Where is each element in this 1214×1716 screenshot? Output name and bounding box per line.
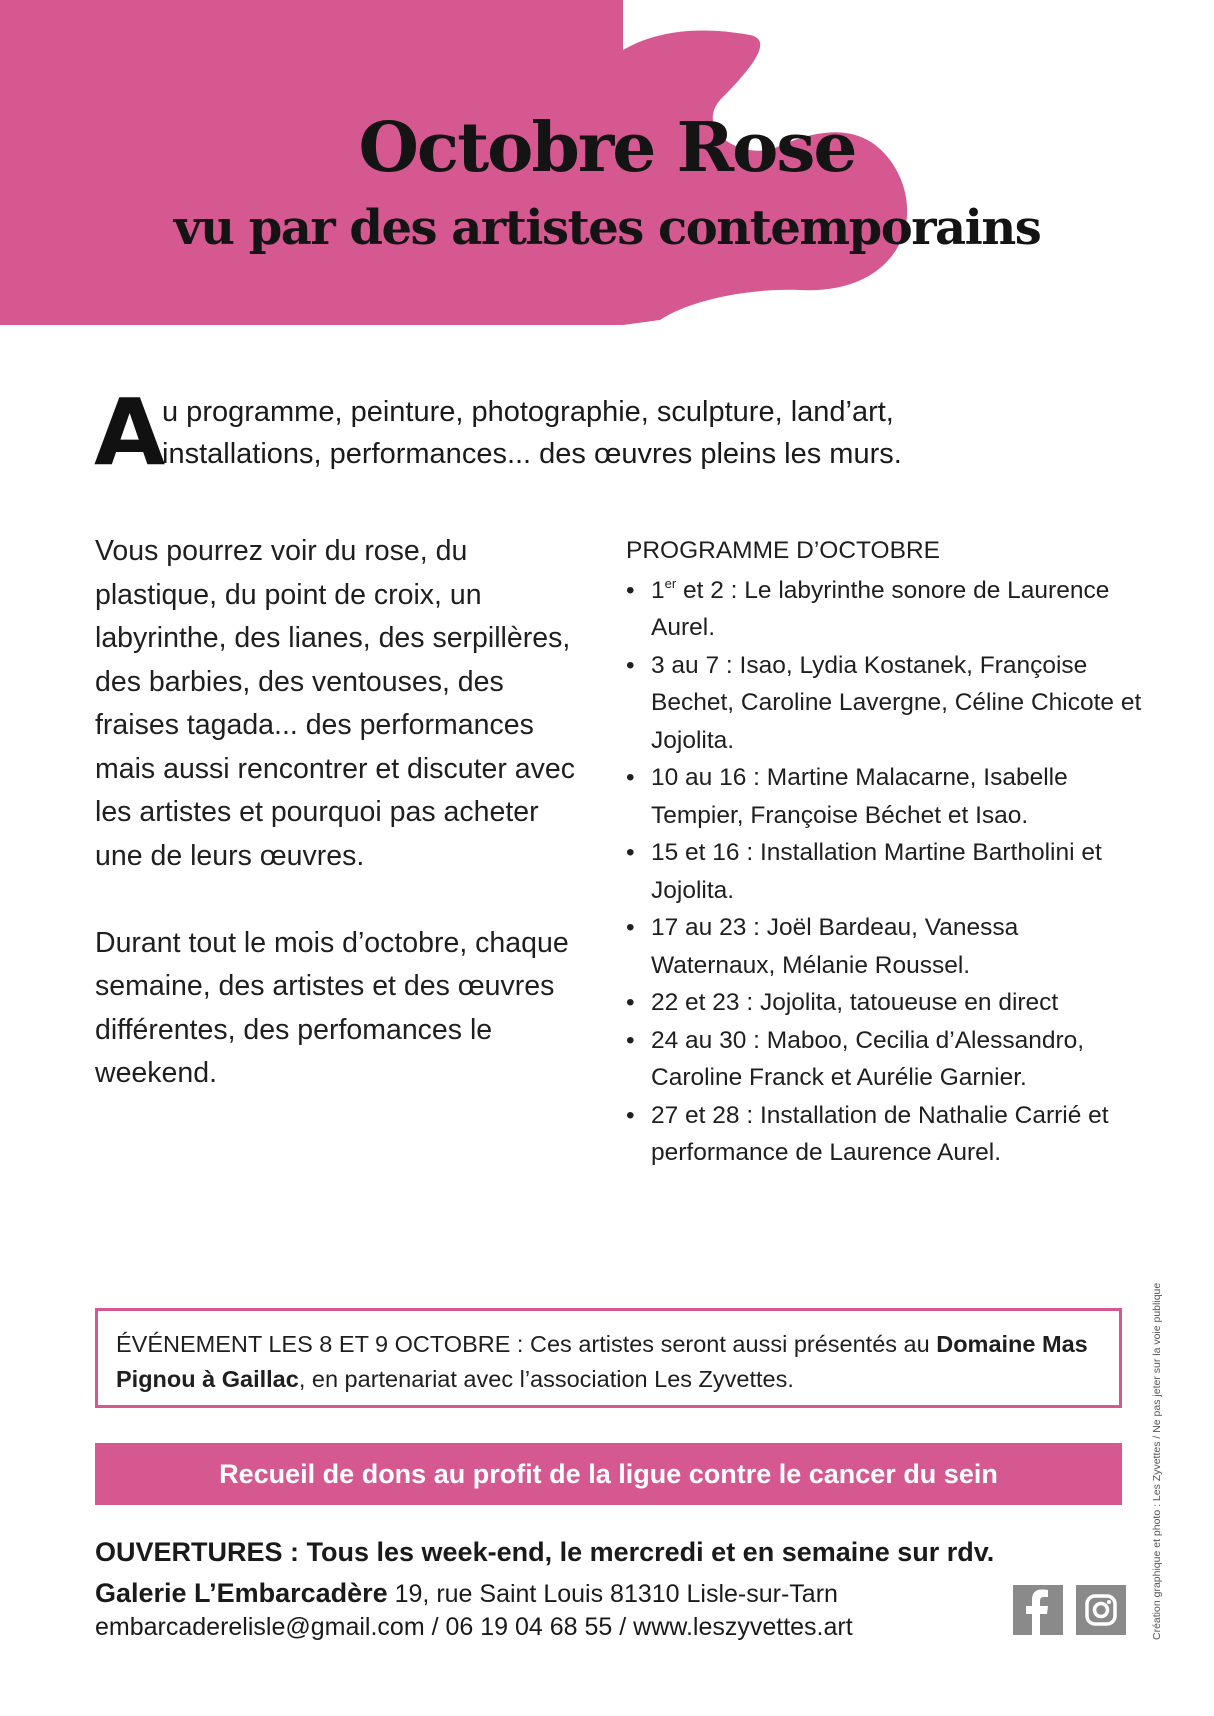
programme-item: • 10 au 16 : Martine Malacarne, Isabelle Tempier, Françoise Béchet et Isao. [626,759,1146,834]
programme-item: • 27 et 28 : Installation de Nathalie Carrié et performance de Laurence Aurel. [626,1097,1146,1172]
programme-list [626,572,1146,1172]
programme-item: • 15 et 16 : Installation Martine Bartholini et Jojolita. [626,834,1146,909]
intro-line-2: installations, performances... des œuvres pleins les murs. [162,438,902,470]
intro-dropcap: A [94,379,166,486]
programme-item: • 3 au 7 : Isao, Lydia Kostanek, Françoise Bechet, Caroline Lavergne, Céline Chicote et Jojolita. [626,647,1146,760]
page-title: Octobre Rose [358,108,856,188]
programme-item: • 22 et 23 : Jojolita, tatoueuse en direct [626,984,1146,1022]
intro-line-1: u programme, peinture, photographie, sculpture, land’art, [162,396,894,428]
programme [626,532,1146,1172]
page-subtitle: vu par des artistes contemporains [173,200,1041,256]
description-paragraph-2: Durant tout le mois d’octobre, chaque semaine, des artistes et des œuvres différentes, des perfomances le weekend. [95,926,569,1089]
programme-item: • 17 au 23 : Joël Bardeau, Vanessa Waternaux, Mélanie Roussel. [626,909,1146,984]
intro [94,379,1114,490]
event-label: ÉVÉNEMENT LES 8 ET 9 OCTOBRE [116,1331,511,1357]
programme-title: PROGRAMME D’OCTOBRE [626,537,940,564]
gallery-name: Galerie L’Embarcadère [95,1578,388,1608]
programme-item: • 1er et 2 : Le labyrinthe sonore de Laurence Aurel. [626,572,1146,647]
description [95,530,575,1096]
contact-info[interactable]: embarcaderelisle@gmail.com / 06 19 04 68 55 / www.leszyvettes.art [95,1613,853,1641]
credit-text: Création graphique et photo : Les Zyvettes / Ne pas jeter sur la voie publique [1151,1282,1163,1640]
facebook-icon[interactable] [1013,1585,1063,1635]
gallery-address: Galerie L’Embarcadère 19, rue Saint Louis 81310 Lisle-sur-Tarn [95,1578,838,1608]
event-venue: Domaine Mas Pignou à Gaillac [116,1331,1088,1392]
instagram-icon[interactable] [1076,1585,1126,1635]
donation-banner: Recueil de dons au profit de la ligue contre le cancer du sein [95,1443,1122,1505]
opening-hours: OUVERTURES : Tous les week-end, le mercredi et en semaine sur rdv. [95,1537,995,1567]
description-paragraph-1: Vous pourrez voir du rose, du plastique, du point de croix, un labyrinthe, des lianes, des serpillères, des barbies, des ventouses, des fraises tagada... des performances mais aussi rencontrer et discuter avec les artistes et pourquoi pas acheter une de leurs œuvres. [95,535,575,872]
event-box: ÉVÉNEMENT LES 8 ET 9 OCTOBRE : Ces artistes seront aussi présentés au Domaine Mas Pignou à Gaillac, en partenariat avec l’association Les Zyvettes. [95,1308,1122,1408]
programme-item: • 24 au 30 : Maboo, Cecilia d’Alessandro, Caroline Franck et Aurélie Garnier. [626,1022,1146,1097]
